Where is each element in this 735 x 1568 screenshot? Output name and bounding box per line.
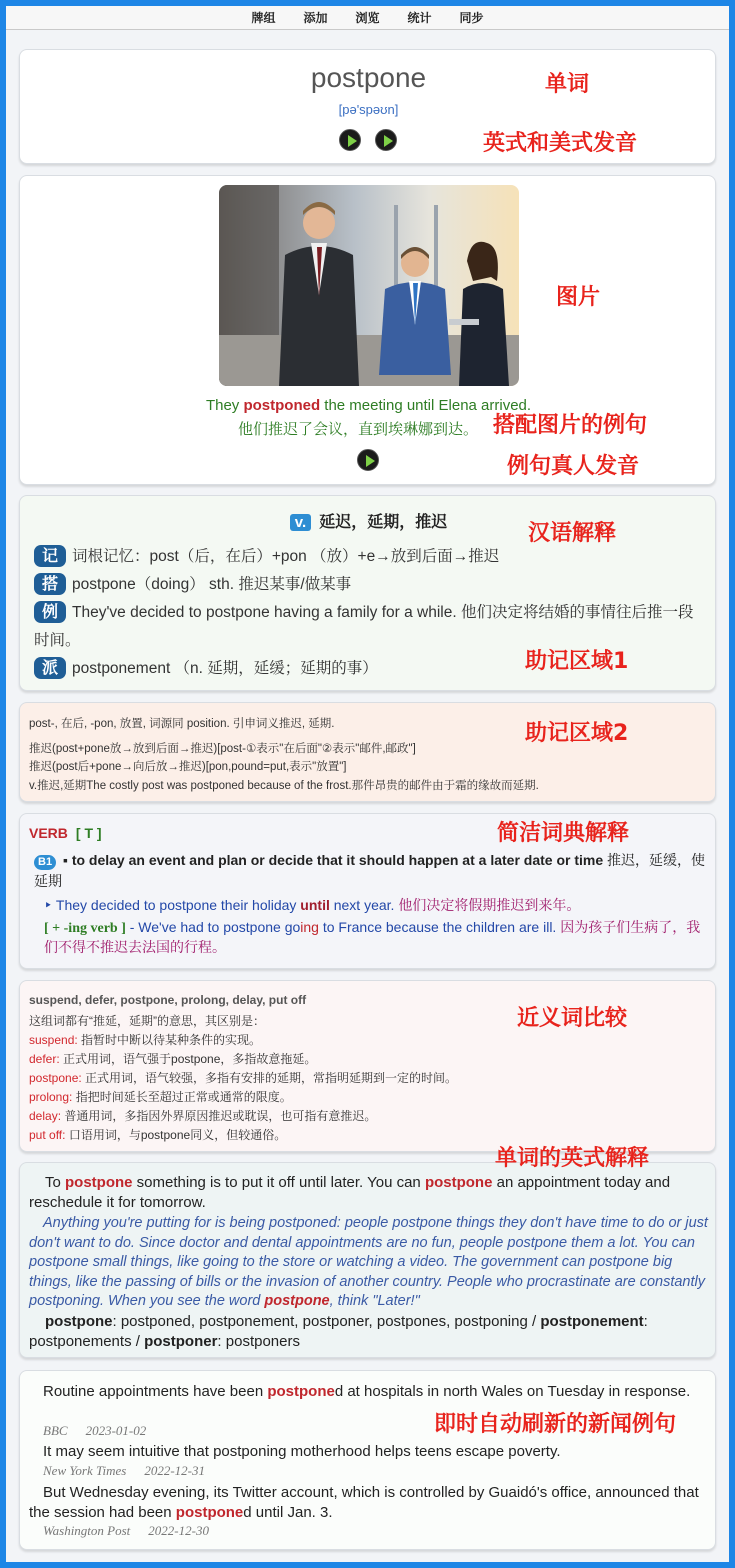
derivative-tag: 派 [34,657,66,679]
top-nav [6,6,729,30]
note-audio: 例句真人发音 [507,454,640,479]
image-card [19,175,716,485]
nav-stats[interactable]: 统计 [407,11,432,25]
note-pronunciation: 英式和美式发音 [483,131,638,156]
synonym-card [19,980,716,1152]
memory-tag: 记 [34,545,66,567]
play-example-button[interactable] [357,449,379,471]
news-source-1: BBC 2023-01-02 [43,1423,147,1438]
note-image: 图片 [556,285,601,310]
example-row: 例 They've decided to postpone having a family for a while. 他们决定将结婚的事情往后推一段时间。 [34,602,694,649]
news-item-3: But Wednesday evening, its Twitter account, which is controlled by Guaidó's office, announced that the session had been postponed until Jan. 3. [29,1484,699,1521]
chinese-meaning-card [19,495,716,691]
news-source-3: Washington Post 2022-12-30 [43,1523,209,1538]
etym-line: 推迟(post后+pone→向后放→推迟)[pon,pound=put,表示"放置"] [29,761,347,773]
synonym-item: defer: 正式用词，语气强于postpone，多指故意拖延。 [29,1052,317,1066]
play-us-button[interactable] [375,129,397,151]
dict-example-2: [ + -ing verb ] - We've had to postpone going to France because the children are ill. 因为孩子们生病了，我们不得不推迟去法国的行程。 [44,919,701,955]
etym-line: v.推迟,延期The costly post was postponed because of the frost.那件昂贵的邮件由于霜的缘故而延期. [29,780,539,792]
english-paragraph-2: Anything you're putting for is being postponed: people postpone things they don't have time to do or just don't want to do. Since doctor and dental appointments are no fun, people postpone them a lot. You can postpone small things, like going to the store or watching a video. The government can postpone big things, like the passing of bills or the invasion of another country. People who procrastinate are constantly postponing. When you see the word postpone, think "Later!" [29,1215,708,1309]
example-tag: 例 [34,601,66,623]
news-item-2: It may seem intuitive that postponing motherhood helps teens escape poverty. [43,1443,561,1460]
business-people-photo [219,185,519,386]
etym-line: post-, 在后, -pon, 放置, 词源同 position. 引申词义推迟, 延期. [29,718,335,730]
play-uk-button[interactable] [339,129,361,151]
pos-badge: v. [290,514,311,531]
nav-decks[interactable]: 牌组 [251,11,276,25]
synonym-item: postpone: 正式用词，语气较强，多指有安排的延期，常指明延期到一定的时间。 [29,1071,458,1085]
english-paragraph-1: To postpone something is to put it off until later. You can postpone an appointment today and reschedule it for tomorrow. [29,1174,671,1211]
dict-example-1: ‣ They decided to postpone their holiday until next year. 他们决定将假期推迟到来年。 [44,897,581,913]
note-synonym: 近义词比较 [517,1006,628,1031]
news-item-1: Routine appointments have been postponed at hospitals in north Wales on Tuesday in response. [43,1383,691,1400]
synonym-item: prolong: 指把时间延长至超过正常或通常的限度。 [29,1090,292,1104]
verb-label: VERB [ T ] [29,825,102,841]
nav-add[interactable]: 添加 [303,11,328,25]
level-badge: B1 [34,855,56,870]
word-title: postpone [310,62,427,93]
image-example-zh: 他们推迟了会议，直到埃琳娜到达。 [238,421,479,438]
word-card [19,49,716,164]
derivative-row: 派 postponement （n. 延期，延缓；延期的事） [34,655,704,683]
dictionary-card [19,813,716,969]
synonym-title: suspend, defer, postpone, prolong, delay, put off [29,993,307,1007]
image-example-en: They postponed the meeting until Elena arrived. [205,397,532,414]
meaning-line: v. 延迟，延期，推迟 [20,509,717,532]
word-forms: postpone: postponed, postponement, postponer, postpones, postponing / postponement: postponements / postponer: postponers [29,1313,648,1350]
nav-browse[interactable]: 浏览 [355,11,380,25]
note-word: 单词 [545,72,590,97]
collocation-tag: 搭 [34,573,66,595]
memory-row: 记 词根记忆：post（后，在后）+pon （放）+e→放到后面→推迟 [34,543,704,571]
note-chinese: 汉语解释 [528,521,617,546]
phonetic: [pə'spəʊn] [338,102,399,117]
note-memory1: 助记区域1 [525,649,629,674]
note-news: 即时自动刷新的新闻例句 [434,1412,677,1437]
synonym-item: delay: 普通用词，多指因外界原因推迟或耽误，也可指有意推迟。 [29,1109,377,1123]
note-english: 单词的英式解释 [495,1146,650,1171]
news-source-2: New York Times 2022-12-31 [43,1463,205,1478]
news-card [19,1370,716,1550]
nav-sync[interactable]: 同步 [459,11,484,25]
collocation-row: 搭 postpone（doing） sth. 推迟某事/做某事 [34,571,704,599]
etym-line: 推迟(post+pone放→放到后面→推迟)[post-①表示"在后面"②表示"邮件,邮政"] [29,743,416,755]
synonym-item: put off: 口语用词，与postpone同义，但较通俗。 [29,1128,287,1142]
note-example: 搭配图片的例句 [493,413,648,438]
definition: B1 ▪ to delay an event and plan or decide that it should happen at a later date or time 推迟，延缓，使延期 [34,852,706,889]
synonym-intro: 这组词都有“推延，延期”的意思，其区别是： [29,1014,265,1028]
english-explanation-card [19,1146,716,1358]
note-memory2: 助记区域2 [525,721,629,746]
mnemonic2-card [19,702,716,802]
note-dictionary: 简洁词典解释 [497,821,630,846]
synonym-item: suspend: 指暂时中断以待某种条件的实现。 [29,1033,262,1047]
